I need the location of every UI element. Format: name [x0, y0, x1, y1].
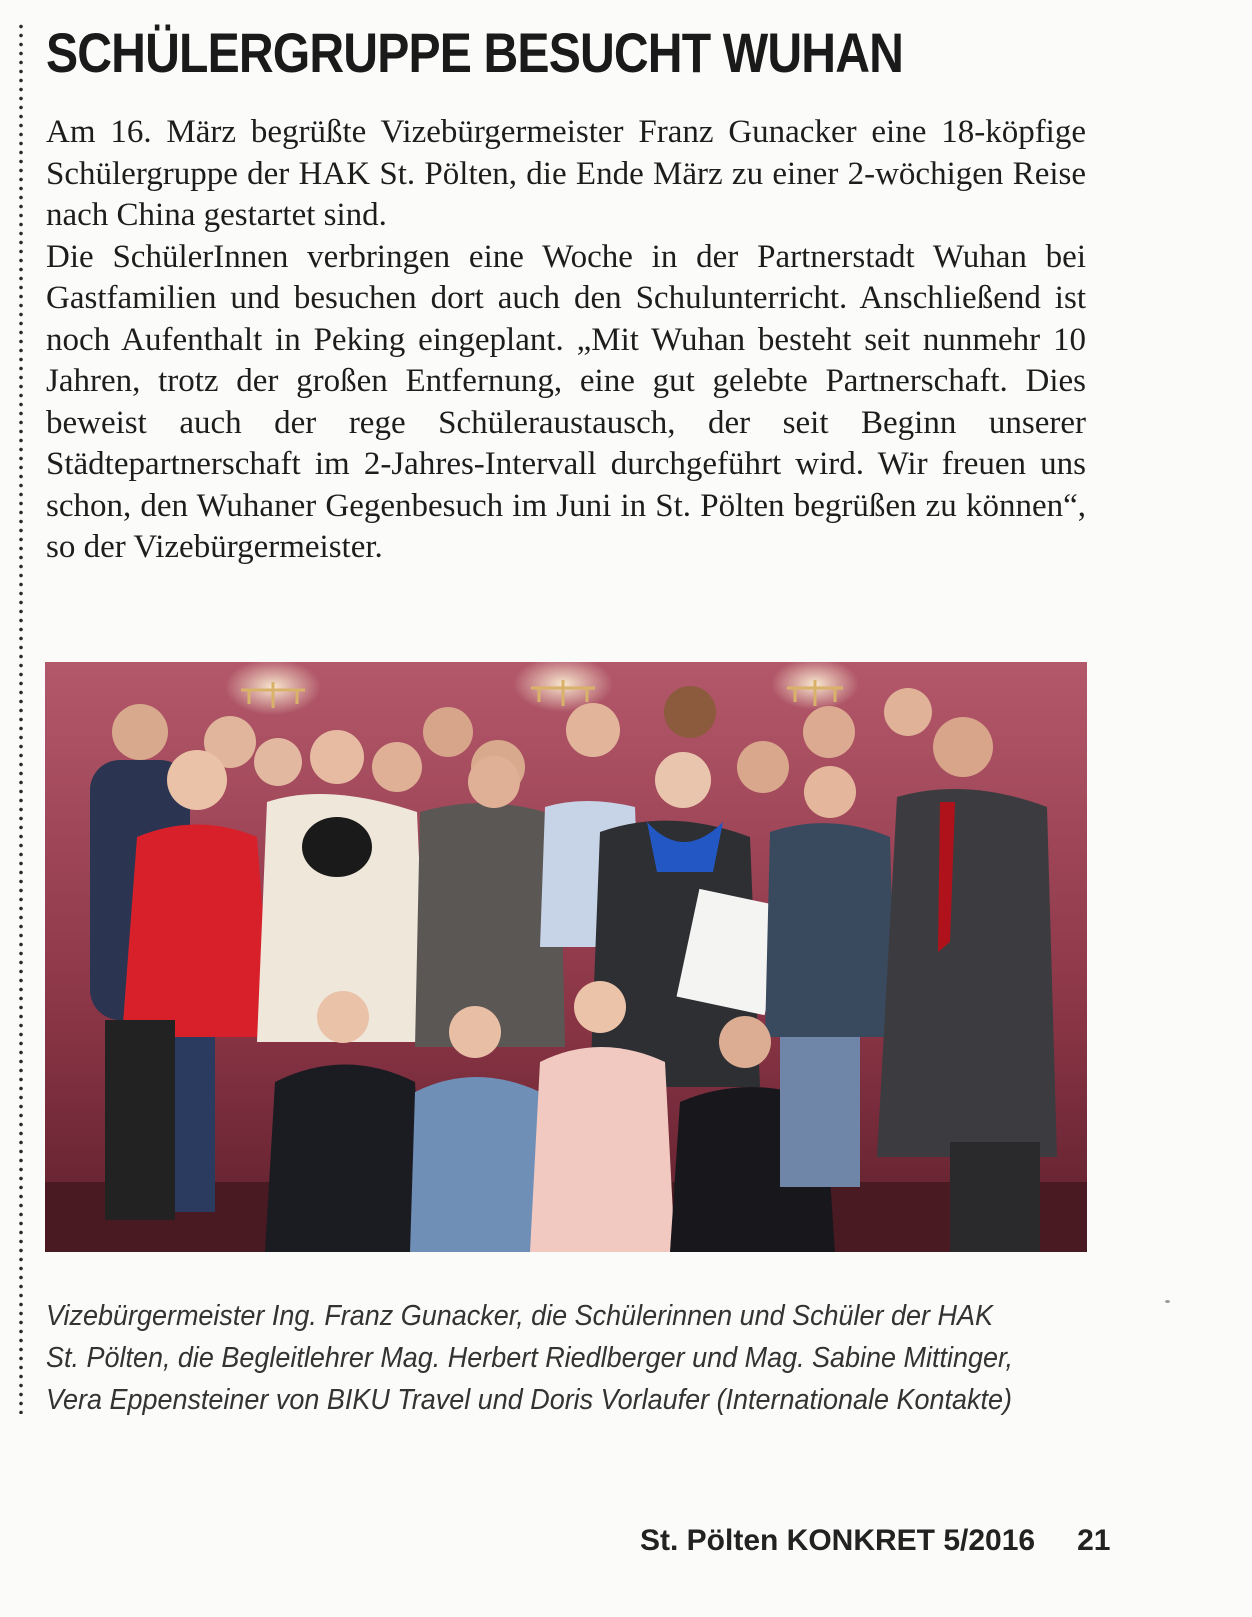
publication-name: St. Pölten KONKRET 5/2016 — [640, 1524, 1036, 1557]
paragraph-2: Die SchülerInnen verbringen eine Woche in der Partnerstadt Wuhan bei Gastfamilien und besuchen dort auch den Schulunterricht. Anschließend ist noch Aufenthalt in Peking eingeplant. „Mit Wuhan besteht seit nunmehr 10 Jahren, trotz der großen Entfernung, eine gut gelebte Partnerschaft. Dies beweist auch der rege Schüleraustausch, der seit Beginn unserer Städtepartnerschaft im 2-Jahres-Intervall durchgeführt wird. Wir freuen uns schon, den Wuhaner Gegenbesuch im Juni in St. Pölten begrüßen zu können“, so der Vizebürgermeister. — [46, 238, 1086, 565]
page-number: 21 — [1077, 1524, 1111, 1557]
article-body — [46, 112, 1086, 569]
group-photo-illustration — [45, 662, 1087, 1252]
dotted-rule — [18, 22, 24, 1414]
headline: SCHÜLERGRUPPE BESUCHT WUHAN — [46, 21, 904, 84]
group-photo — [45, 662, 1087, 1252]
scan-speck — [1165, 1300, 1170, 1303]
paragraph-1: Am 16. März begrüßte Vizebürgermeister Franz Gunacker eine 18-köpfige Schülergruppe der HAK St. Pölten, die Ende März zu einer 2-wöchigen Reise nach China gestartet sind. — [46, 114, 1086, 233]
page-footer — [640, 1524, 1111, 1558]
photo-caption: Vizebürgermeister Ing. Franz Gunacker, die Schülerinnen und Schüler der HAK St. Pölten, die Begleitlehrer Mag. Herbert Riedlberger und Mag. Sabine Mittinger, Vera Eppensteiner von BIKU Travel und Doris Vorlaufer (Internationale Kontakte) — [46, 1300, 1013, 1416]
